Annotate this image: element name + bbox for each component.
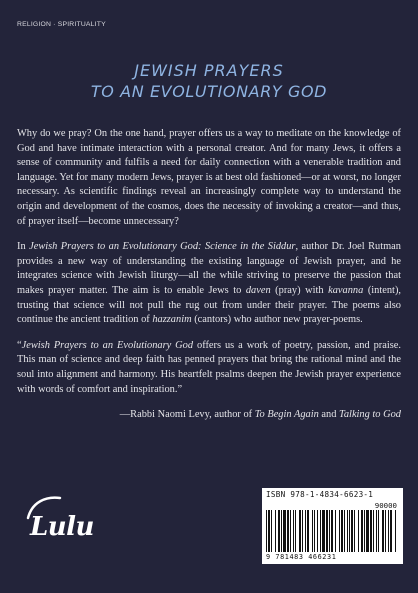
logo-text: Lulu xyxy=(30,512,94,542)
lulu-swoosh-icon xyxy=(24,494,64,520)
title-line-2: TO AN EVOLUTIONARY GOD xyxy=(90,82,328,101)
attr-book-2: Talking to God xyxy=(339,409,401,421)
lulu-logo xyxy=(30,512,94,542)
title-line-1: JEWISH PRAYERS xyxy=(134,61,284,80)
p2-text-2: , author Dr. Joel Rutman provides a new way of understanding the existing language of Jewish prayer, and he integrates science with Jewish liturgy—all the while striving to preserve the passion that makes prayer matter. The aim is to enable Jews to xyxy=(17,241,401,296)
description xyxy=(17,127,401,434)
p2-book-title: Jewish Prayers to an Evolutionary God: Science in the Siddur xyxy=(29,241,296,253)
barcode-bars xyxy=(266,510,399,552)
price-code: 90000 xyxy=(374,501,397,510)
ean-number: 9 781483 466231 xyxy=(266,553,337,561)
category-label: RELIGION · SPIRITUALITY xyxy=(17,21,106,28)
p2-daven: daven xyxy=(245,284,271,296)
quote-text: offers us a work of poetry, passion, and praise. This man of science and deep faith has penned prayers that bring the rational mind and the soul into alignment and harmony. His heartfelt psalms deepen the Jewish prayer experience with words of comfort and inspiration.” xyxy=(17,339,401,395)
p2-text-5: (cantors) who author new prayer-poems. xyxy=(191,314,363,326)
book-title xyxy=(0,60,418,102)
paragraph-2 xyxy=(17,240,401,328)
attr-and: and xyxy=(318,409,340,421)
attr-book-1: To Begin Again xyxy=(254,409,319,421)
p2-text-3: (pray) with xyxy=(270,284,329,296)
paragraph-1: Why do we pray? On the one hand, prayer offers us a way to meditate on the knowledge of God and have intimate interaction with a personal creator. And for many Jews, it offers a sense of community and fulfils a need for daily connection with a venerable tradition and language. Yet for many modern Jews, prayer is at best old fashioned—or at worst, no longer necessary. As scientific findings reveal an increasingly complete way to understand the origin and development of the cosmos, does the necessity of invoking a creator—and thus, of prayer itself—become unnecessary? xyxy=(17,128,401,227)
p2-text-1: In xyxy=(17,241,30,253)
p2-text-4: (intent), trusting that science will not pull the rug out from under their prayer. The poems also continue the ancient tradition of xyxy=(17,284,402,326)
p2-hazzanim: hazzanim xyxy=(152,314,192,326)
quote-book-title: Jewish Prayers to an Evolutionary God xyxy=(21,339,194,351)
endorsement-quote xyxy=(17,339,401,397)
quote-open: “ xyxy=(17,339,22,351)
barcode-box xyxy=(262,488,403,564)
attr-prefix: —Rabbi Naomi Levy, author of xyxy=(119,409,255,421)
isbn-number: ISBN 978-1-4834-6623-1 xyxy=(266,490,374,499)
quote-attribution xyxy=(17,408,401,423)
p2-kavanna: kavanna xyxy=(328,284,364,296)
